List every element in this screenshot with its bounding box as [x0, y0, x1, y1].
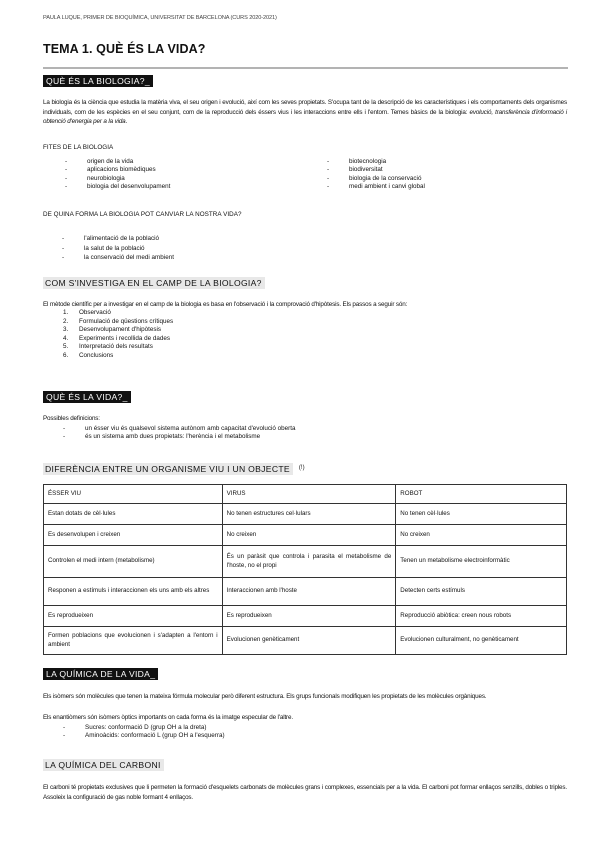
step-text: Experiments i recollida de dades	[79, 334, 171, 342]
table-cell: Responen a estímuls i interaccionen els uns amb els altres	[44, 578, 223, 606]
step-number: 3.	[63, 326, 69, 334]
list-item: - biotecnologia	[327, 158, 425, 166]
step-number: 2.	[63, 317, 69, 325]
list-item: - Aminoàcids: conformació L (grup OH a l'esquerra)	[63, 732, 225, 740]
list-item	[63, 326, 173, 335]
table-cell: Evolucionen genèticament	[222, 627, 396, 655]
fites-list-left	[65, 158, 170, 192]
list-item: - la conservació del medi ambient	[62, 253, 174, 263]
table-cell: No creixen	[396, 525, 567, 546]
table-cell: És un paràsit que controla i parasita el metabolisme de l'hoste, no el propi	[222, 546, 396, 578]
step-text: Desenvolupament d'hipòtesis	[79, 326, 162, 334]
column-header: ÉSSER VIU	[44, 485, 223, 504]
table-row	[44, 578, 567, 606]
table-cell: No tenen cèl·lules	[396, 504, 567, 525]
table-cell: Evolucionen culturalment, no genèticament	[396, 627, 567, 655]
warning-icon: (!)	[298, 464, 305, 471]
heading-que-es-la-vida: QUÈ ÉS LA VIDA?_	[43, 391, 131, 403]
list-item	[63, 309, 173, 318]
list-item: - un ésser viu és qualsevol sistema autònom amb capacitat d'evolució oberta	[63, 425, 296, 433]
canviar-list	[62, 234, 174, 263]
running-head: PAULA LUQUE, PRIMER DE BIOQUÍMICA, UNIVERSITAT DE BARCELONA (CURS 2020-2021)	[43, 15, 277, 21]
table-cell: No creixen	[222, 525, 396, 546]
comparison-table	[43, 484, 567, 655]
table-row	[44, 546, 567, 578]
quimica-list	[63, 724, 225, 741]
table-row	[44, 504, 567, 525]
list-item: - origen de la vida	[65, 158, 170, 166]
heading-quimica-de-la-vida: LA QUÍMICA DE LA VIDA_	[43, 668, 158, 680]
steps-list	[63, 309, 173, 361]
table-cell: Reproducció abiòtica: creen nous robots	[396, 606, 567, 627]
diferencia-heading-row	[43, 459, 305, 477]
list-item: - la salut de la població	[62, 244, 174, 254]
biologia-intro-italic: evolució, transferència d'informació i obtenció d'energia per a la vida	[43, 108, 567, 126]
title-divider	[43, 67, 568, 69]
list-item: - biodiversitat	[327, 166, 425, 174]
list-item: - aplicacions biomèdiques	[65, 166, 170, 174]
list-item	[63, 335, 173, 344]
table-row	[44, 627, 567, 655]
table-cell: Estan dotats de cèl·lules	[44, 504, 223, 525]
biologia-intro-text: La biologia és la ciència que estudia la matèria viva, el seu origen i evolució, així com les seves propietats. S'ocupa tant de la descripció de les característiques i els comportaments dels organismes individuals, com de les espècies en el seu conjunt, com de la reproducció dels éssers vius i les interaccions entre ells i l'entorn. Temes bàsics de la biologia:	[43, 99, 567, 116]
step-text: Interpretació dels resultats	[79, 343, 153, 351]
fites-list-right	[327, 158, 425, 192]
step-number: 1.	[63, 309, 69, 316]
table-cell: Es reprodueixen	[44, 606, 223, 627]
biologia-intro-paragraph	[43, 98, 567, 127]
list-item	[63, 352, 173, 361]
list-item: - biologia de la conservació	[327, 175, 425, 183]
table-cell: Controlen el medi intern (metabolisme)	[44, 546, 223, 578]
definitions-list	[63, 425, 296, 442]
table-cell: Es desenvolupen i creixen	[44, 525, 223, 546]
table-cell: Interaccionen amb l'hoste	[222, 578, 396, 606]
investiga-intro: El mètode científic per a investigar en el camp de la biologia es basa en l'observació i la comprovació d'hipòtesis. Els passos a seguir són:	[43, 301, 408, 308]
table-cell: Tenen un metabolisme electroinformàtic	[396, 546, 567, 578]
table-cell: Detecten certs estímuls	[396, 578, 567, 606]
quimica-paragraph-1: Els isòmers són molècules que tenen la mateixa fórmula molecular però diferent estructura. Els grups funcionals modifiquen les propietats de les molècules orgàniques.	[43, 693, 487, 700]
column-header: ROBOT	[396, 485, 567, 504]
heading-quimica-del-carboni: LA QUÍMICA DEL CARBONI	[43, 759, 164, 771]
table-row	[44, 525, 567, 546]
vida-intro: Possibles definicions:	[43, 415, 100, 422]
heading-diferencia: DIFERÈNCIA ENTRE UN ORGANISME VIU I UN OBJECTE	[43, 463, 293, 475]
step-text: Formulació de qüestions crítiques	[79, 317, 174, 325]
list-item: - neurobiologia	[65, 175, 170, 183]
step-number: 5.	[63, 343, 69, 351]
step-text: Observació	[79, 309, 111, 316]
page-title: TEMA 1. QUÈ ÉS LA VIDA?	[43, 42, 206, 56]
step-number: 6.	[63, 351, 69, 359]
heading-que-es-la-biologia: QUÈ ÉS LA BIOLOGIA?_	[43, 75, 153, 87]
list-item: - és un sistema amb dues propietats: l'herència i el metabolisme	[63, 433, 296, 441]
list-item: - biologia del desenvolupament	[65, 183, 170, 191]
heading-com-sinvestiga: COM S'INVESTIGA EN EL CAMP DE LA BIOLOGIA?	[43, 277, 265, 289]
table-row	[44, 606, 567, 627]
table-cell: No tenen estructures cel·lulars	[222, 504, 396, 525]
table-cell: Es reprodueixen	[222, 606, 396, 627]
table-cell: Formen poblacions que evolucionen i s'adapten a l'entorn i ambient	[44, 627, 223, 655]
quimica-paragraph-2: Els enantiòmers són isòmers òptics importants on cada forma és la imatge especular de l'altre.	[43, 714, 293, 721]
step-text: Conclusions	[79, 351, 114, 359]
table-header-row	[44, 485, 567, 504]
carboni-paragraph: El carboni té propietats exclusives que li permeten la formació d'esquelets carbonats de molècules grans i complexes, essencials per a la vida. El carboni pot formar enllaços senzills, dobles o triples. Assoleix la configuració de gas noble formant 4 enllaços.	[43, 784, 567, 801]
fites-heading: FITES DE LA BIOLOGIA	[43, 144, 114, 151]
list-item: - medi ambient i canvi global	[327, 183, 425, 191]
list-item	[63, 318, 173, 327]
canviar-heading: DE QUINA FORMA LA BIOLOGIA POT CANVIAR LA NOSTRA VIDA?	[43, 211, 242, 218]
step-number: 4.	[63, 334, 69, 342]
list-item	[63, 343, 173, 352]
list-item: - Sucres: conformació D (grup OH a la dreta)	[63, 724, 225, 732]
column-header: VIRUS	[222, 485, 396, 504]
list-item: - l'alimentació de la població	[62, 234, 174, 244]
biologia-intro-end: .	[125, 118, 128, 126]
